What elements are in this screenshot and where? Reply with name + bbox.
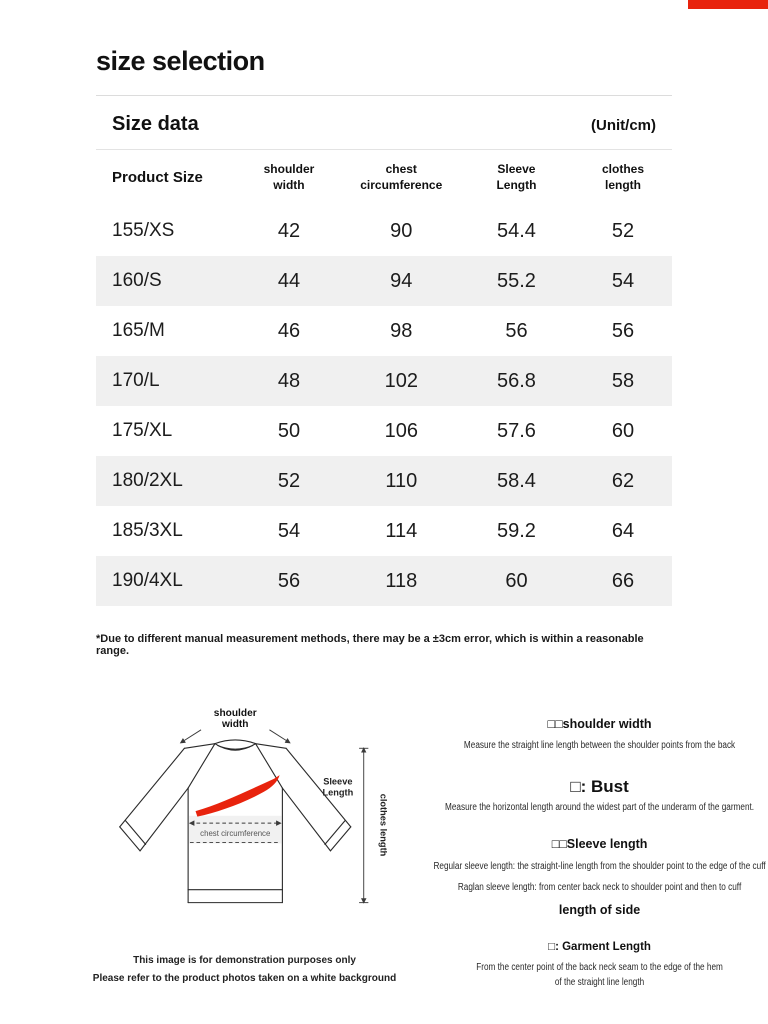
shoulder-width-annotation (181, 708, 290, 743)
column-header-line: shoulder (263, 162, 315, 177)
value-cell: 66 (611, 569, 635, 592)
diagram-column (92, 703, 397, 988)
clothes-length-annotation (359, 748, 388, 902)
value-cell: 57.6 (496, 419, 536, 442)
size-cell: 155/XS (112, 220, 175, 241)
clothes-length-label: clothes length (378, 793, 389, 857)
value-cell: 58 (611, 369, 635, 392)
table-header-row (96, 150, 672, 206)
size-cell: 160/S (112, 270, 162, 291)
column-header-line: circumference (360, 178, 443, 192)
shoulder-width-label-line2: width (221, 719, 249, 731)
def-body-line: Raglan sleeve length: from center back neck to shoulder point and then to cuff (457, 882, 742, 893)
value-cell: 42 (277, 219, 301, 242)
brand-swoosh-logo (196, 775, 280, 817)
value-cell: 54 (611, 269, 635, 292)
size-cell: 185/3XL (112, 520, 183, 541)
measurement-footnote: *Due to different manual measurement methods, there may be a ±3cm error, which is within a reasonable range. (96, 633, 644, 657)
definitions-column (397, 703, 768, 988)
def-body-line: Regular sleeve length: the straight-line length from the shoulder point to the edge of the cuff (433, 861, 766, 872)
value-cell: 114 (385, 519, 418, 542)
table-row (96, 456, 672, 506)
value-cell: 56.8 (496, 369, 536, 392)
column-header-line: Length (496, 178, 537, 192)
shoulder-width-label-line1: shoulder (213, 707, 257, 719)
value-cell: 94 (390, 269, 413, 292)
column-header-line: length (605, 178, 641, 192)
value-cell: 90 (390, 219, 413, 242)
table-body (96, 206, 672, 606)
size-cell: 180/2XL (112, 470, 183, 491)
column-header-shoulder-width (234, 162, 343, 193)
unit-label: (Unit/cm) (591, 117, 656, 134)
value-cell: 60 (611, 419, 635, 442)
size-cell: 190/4XL (112, 570, 183, 591)
table-row (96, 506, 672, 556)
table-row (96, 306, 672, 356)
diagram-caption-2: Please refer to the product photos taken on a white background (92, 973, 397, 985)
column-header-line: clothes (601, 162, 644, 177)
def-sleeve-length (397, 837, 768, 917)
value-cell: 56 (505, 319, 528, 342)
page-title: size selection (96, 46, 672, 96)
size-cell: 165/M (112, 320, 165, 341)
table-row (96, 556, 672, 606)
top-red-accent-bar (688, 0, 768, 9)
def-body-line: Measure the straight line length between the shoulder points from the back (463, 740, 736, 751)
sleeve-length-label-line1: Sleeve (323, 776, 353, 787)
table-row (96, 206, 672, 256)
def-body-line: of the straight line length (554, 977, 645, 988)
def-body-line: Measure the horizontal length around the widest part of the underarm of the garment. (445, 802, 755, 813)
value-cell: 56 (611, 319, 635, 342)
column-header-clothes-length (574, 162, 672, 193)
value-cell: 44 (277, 269, 301, 292)
def-body-line: From the center point of the back neck seam to the edge of the hem (476, 962, 723, 973)
diagram-caption-1: This image is for demonstration purposes only (133, 955, 356, 967)
value-cell: 62 (611, 469, 635, 492)
column-header-line: chest (385, 162, 417, 177)
value-cell: 110 (385, 469, 418, 492)
value-cell: 52 (277, 469, 301, 492)
value-cell: 54 (277, 519, 301, 542)
value-cell: 64 (611, 519, 635, 542)
value-cell: 50 (277, 419, 301, 442)
table-row (96, 406, 672, 456)
def-title: □□shoulder width (547, 717, 652, 731)
value-cell: 48 (277, 369, 301, 392)
value-cell: 55.2 (496, 269, 536, 292)
size-data-header (96, 96, 672, 150)
def-subheading: length of side (558, 903, 641, 917)
def-title: □: Bust (570, 777, 629, 796)
column-header-line: width (273, 178, 305, 192)
value-cell: 98 (390, 319, 413, 342)
value-cell: 46 (277, 319, 301, 342)
column-header-sleeve-length (459, 162, 574, 193)
size-cell: 170/L (112, 370, 160, 391)
size-data-heading: Size data (112, 113, 199, 135)
sleeve-length-label-line2: Length (322, 787, 354, 798)
size-cell: 175/XL (112, 420, 173, 441)
measurement-guide-section (92, 703, 766, 988)
value-cell: 118 (385, 569, 418, 592)
value-cell: 58.4 (496, 469, 536, 492)
sleeve-length-annotation (322, 776, 353, 797)
def-bust (397, 777, 768, 813)
def-title: □: Garment Length (548, 941, 651, 953)
sweater-diagram (92, 703, 397, 943)
value-cell: 56 (277, 569, 301, 592)
table-row (96, 256, 672, 306)
value-cell: 59.2 (496, 519, 536, 542)
size-table (96, 150, 672, 606)
column-header-chest-circumference (344, 162, 459, 193)
value-cell: 60 (505, 569, 528, 592)
def-title: □□Sleeve length (551, 837, 648, 851)
value-cell: 52 (611, 219, 635, 242)
value-cell: 106 (384, 419, 418, 442)
table-row (96, 356, 672, 406)
chest-circumference-label: chest circumference (200, 829, 271, 839)
def-garment-length (397, 941, 768, 988)
column-header-product-size: Product Size (112, 169, 203, 187)
value-cell: 54.4 (496, 219, 536, 242)
column-header-line: Sleeve (497, 162, 536, 177)
value-cell: 102 (384, 369, 418, 392)
def-shoulder-width (397, 717, 768, 751)
